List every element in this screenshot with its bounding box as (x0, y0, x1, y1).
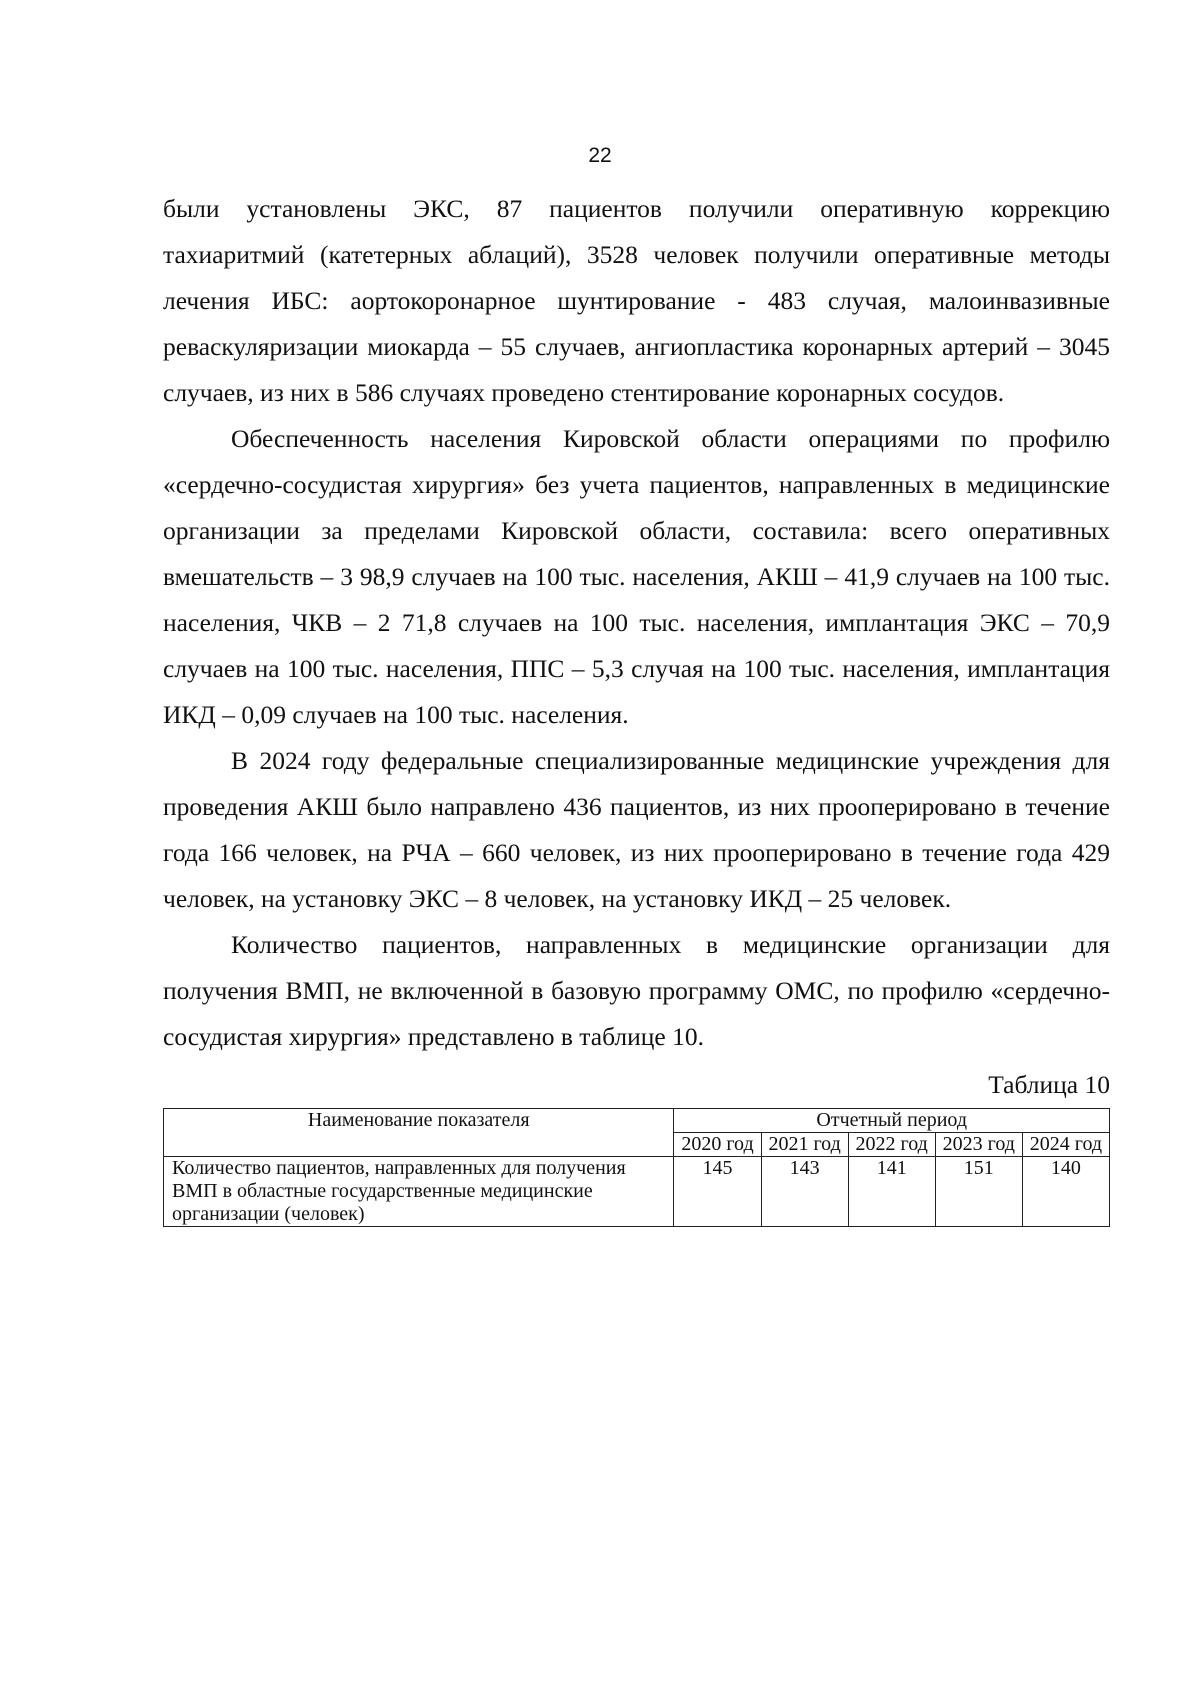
row-value: 143 (761, 1157, 848, 1227)
header-year: 2023 год (935, 1133, 1022, 1157)
data-table (163, 1108, 1110, 1227)
header-reporting-period: Отчетный период (674, 1109, 1110, 1133)
header-year: 2022 год (848, 1133, 935, 1157)
paragraph-4: Количество пациентов, направленных в медицинские организации для получения ВМП, не включенной в базовую программу ОМС, по профилю «сердечно-сосудистая хирургия» представлено в таблице 10. (163, 930, 1110, 1051)
header-year: 2021 год (761, 1133, 848, 1157)
row-value: 151 (935, 1157, 1022, 1227)
paragraph-1: были установлены ЭКС, 87 пациентов получили оперативную коррекцию тахиаритмий (катетерных аблаций), 3528 человек получили оперативные методы лечения ИБС: аортокоронарное шунтирование - 483 случая, малоинвазивные реваскуляризации миокарда – 55 случаев, ангиопластика коронарных артерий – 3045 случаев, из них в 586 случаях проведено стентирование коронарных сосудов. (163, 194, 1110, 407)
row-value: 141 (848, 1157, 935, 1227)
row-label: Количество пациентов, направленных для получения ВМП в областные государственные медицинские организации (человек) (164, 1157, 674, 1227)
row-value: 145 (674, 1157, 761, 1227)
page-number: 22 (588, 144, 612, 167)
table-header-row (164, 1109, 1110, 1133)
header-year: 2020 год (674, 1133, 761, 1157)
row-value: 140 (1022, 1157, 1109, 1227)
table-caption: Таблица 10 (988, 1070, 1110, 1099)
header-indicator-name: Наименование показателя (164, 1109, 674, 1157)
header-year: 2024 год (1022, 1133, 1109, 1157)
paragraph-3: В 2024 году федеральные специализированные медицинские учреждения для проведения АКШ было направлено 436 пациентов, из них прооперировано в течение года 166 человек, на РЧА – 660 человек, из них прооперировано в течение года 429 человек, на установку ЭКС – 8 человек, на установку ИКД – 25 человек. (163, 746, 1110, 913)
table-row (164, 1157, 1110, 1227)
document-body (163, 186, 1110, 1227)
paragraph-2: Обеспеченность населения Кировской области операциями по профилю «сердечно-сосудистая хирургия» без учета пациентов, направленных в медицинские организации за пределами Кировской области, составила: всего оперативных вмешательств – 3 98,9 случаев на 100 тыс. населения, АКШ – 41,9 случаев на 100 тыс. населения, ЧКВ – 2 71,8 случаев на 100 тыс. населения, имплантация ЭКС – 70,9 случаев на 100 тыс. населения, ППС – 5,3 случая на 100 тыс. населения, имплантация ИКД – 0,09 случаев на 100 тыс. населения. (163, 424, 1110, 729)
